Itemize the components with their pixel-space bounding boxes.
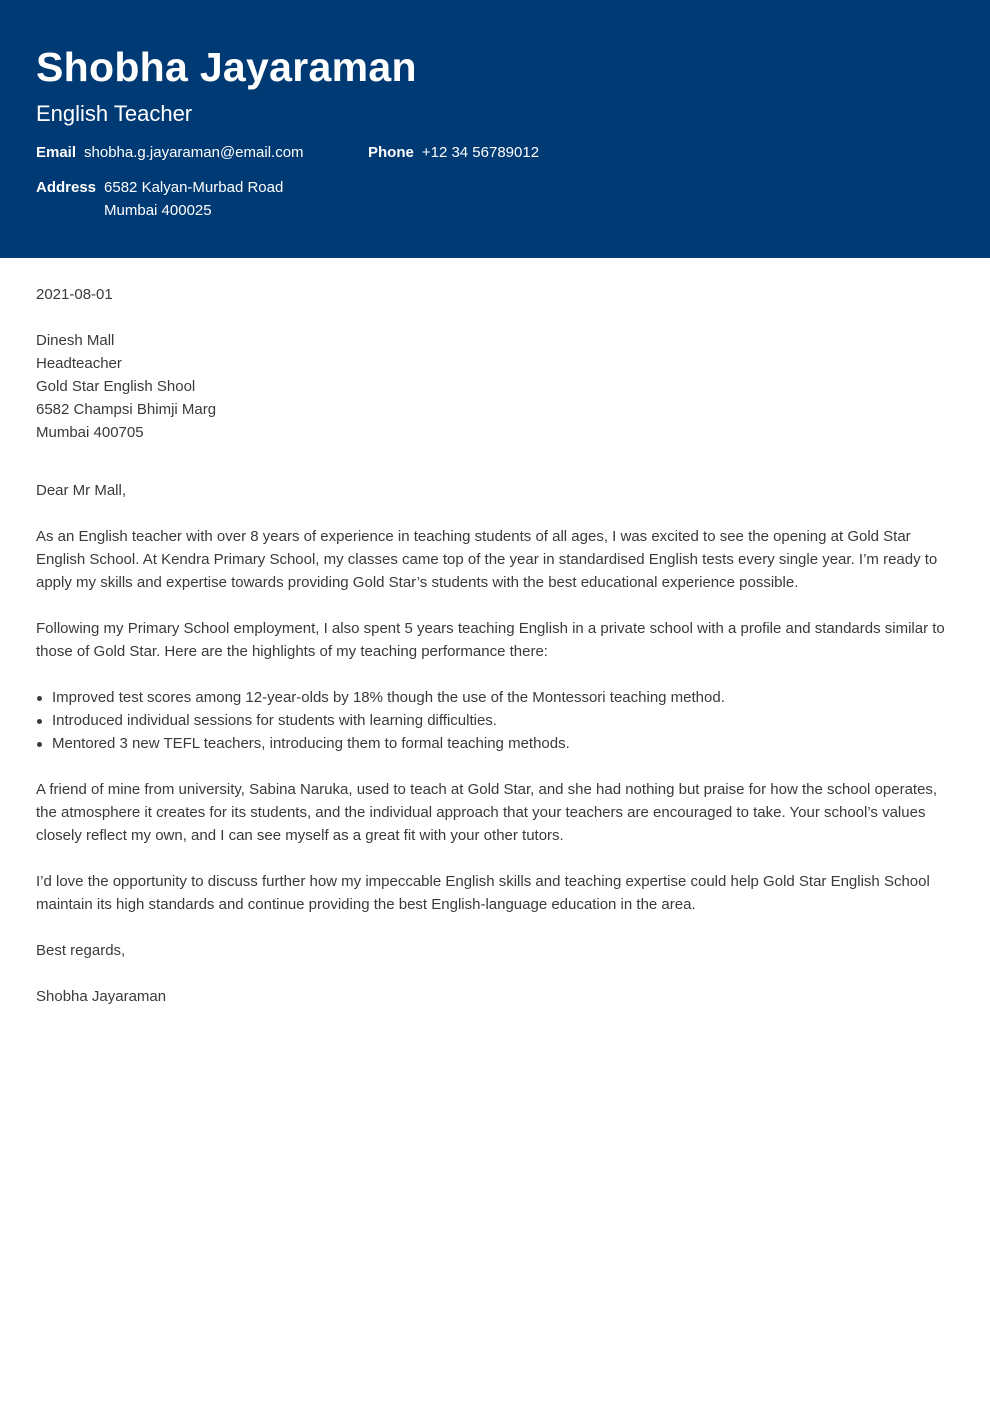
address-value	[104, 176, 283, 222]
recipient-city: Mumbai 400705	[36, 424, 144, 441]
phone-contact	[368, 141, 539, 164]
address-contact	[36, 176, 283, 222]
email-value[interactable]: shobha.g.jayaraman@email.com	[84, 144, 304, 161]
applicant-name: Shobha Jayaraman	[36, 44, 417, 90]
address-label: Address	[36, 179, 97, 196]
paragraph-reference: A friend of mine from university, Sabina Naruka, used to teach at Gold Star, and she had nothing but praise for how the school operates, the atmosphere it creates for its students, and the individual approach that your teachers are encouraged to take. Your school’s values closely reflect my own, and I can see myself as a great fit with your other tutors.	[36, 781, 938, 844]
paragraph-intro: As an English teacher with over 8 years of experience in teaching students of all ages, I was excited to see the opening at Gold Star English School. At Kendra Primary School, my classes came top of the year in standardised English tests every single year. I’m ready to apply my skills and expertise towards providing Gold Star’s students with the best educational experience possible.	[36, 528, 938, 591]
email-label: Email	[36, 144, 77, 161]
letter-header	[0, 0, 990, 258]
closing: Best regards,	[36, 942, 126, 959]
list-item: Mentored 3 new TEFL teachers, introducing them to formal teaching methods.	[36, 732, 954, 755]
paragraph-experience: Following my Primary School employment, I also spent 5 years teaching English in a private school with a profile and standards similar to those of Gold Star. Here are the highlights of my teaching performance there:	[36, 620, 945, 660]
recipient-title: Headteacher	[36, 355, 122, 372]
letter-body	[0, 283, 990, 1008]
applicant-job-title: English Teacher	[36, 101, 193, 126]
address-line-2: Mumbai 400025	[104, 202, 212, 219]
recipient-school: Gold Star English Shool	[36, 378, 196, 395]
list-item: Introduced individual sessions for students with learning difficulties.	[36, 709, 954, 732]
paragraph-conclusion: I’d love the opportunity to discuss further how my impeccable English skills and teaching expertise could help Gold Star English School maintain its high standards and continue providing the best English-language education in the area.	[36, 873, 930, 913]
recipient-block	[36, 329, 954, 444]
list-item: Improved test scores among 12-year-olds by 18% though the use of the Montessori teaching method.	[36, 686, 954, 709]
signature-name: Shobha Jayaraman	[36, 988, 167, 1005]
phone-label: Phone	[368, 144, 414, 161]
recipient-name: Dinesh Mall	[36, 332, 115, 349]
phone-value[interactable]: +12 34 56789012	[421, 144, 540, 161]
address-line-1: 6582 Kalyan-Murbad Road	[104, 179, 284, 196]
letter-date: 2021-08-01	[36, 286, 113, 303]
recipient-street: 6582 Champsi Bhimji Marg	[36, 401, 217, 418]
email-contact	[36, 141, 304, 164]
salutation: Dear Mr Mall,	[36, 482, 127, 499]
highlights-list	[36, 686, 954, 755]
